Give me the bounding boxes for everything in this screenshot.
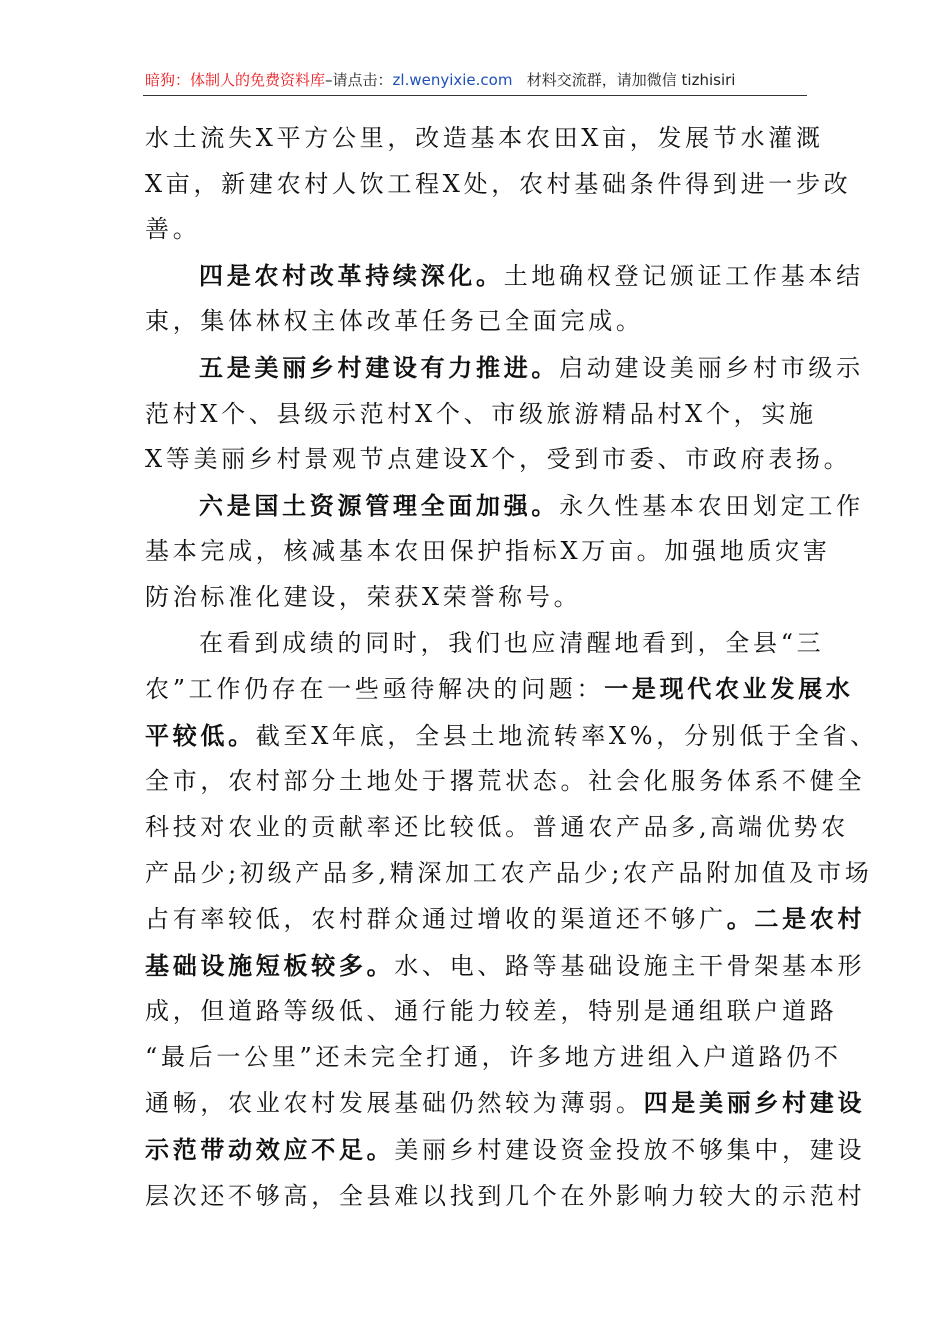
text-line xyxy=(145,1127,866,1174)
bold-heading: 五是美丽乡村建设有力推进。 xyxy=(199,352,560,382)
bold-heading: 四是美丽乡村建设 xyxy=(643,1088,866,1118)
text-line xyxy=(145,713,878,760)
paragraph-3 xyxy=(145,345,864,483)
bold-heading: 基础设施短板较多。 xyxy=(145,950,395,980)
text-line xyxy=(145,666,854,713)
text-line: 科技对农业的贡献率还比较低。普通农产品多,高端优势农 xyxy=(145,812,849,841)
text-line xyxy=(145,1080,866,1127)
text-run: 美丽乡村建设资金投放不够集中，建设 xyxy=(394,1136,866,1165)
text-line: 产品少;初级产品多,精深加工农产品少;农产品附加值及市场 xyxy=(145,858,873,887)
paragraph-1 xyxy=(145,116,852,253)
text-run: 通畅，农业农村发展基础仍然较为薄弱。 xyxy=(145,1089,644,1118)
text-line: 在看到成绩的同时，我们也应清醒地看到，全县“三 xyxy=(199,628,825,657)
header-url-link[interactable]: zl.wenyixie.com xyxy=(392,71,513,89)
text-run: 启动建设美丽乡村市级示 xyxy=(559,353,864,382)
bold-heading: 。二是农村 xyxy=(726,904,866,934)
text-line: 基本完成，核减基本农田保护指标X万亩。加强地质灾害 xyxy=(145,537,831,566)
text-line: 全市，农村部分土地处于撂荒状态。社会化服务体系不健全 xyxy=(145,767,866,796)
text-run: 农”工作仍存在一些亟待解决的问题： xyxy=(145,675,605,704)
paragraph-4 xyxy=(145,483,864,621)
text-line xyxy=(145,896,866,943)
text-line: X亩，新建农村人饮工程X处，农村基础条件得到进一步改 xyxy=(145,169,852,198)
bold-heading: 一是现代农业发展水 xyxy=(604,674,854,704)
text-line: 束，集体林权主体改革任务已全面完成。 xyxy=(145,307,644,336)
bold-heading: 平较低。 xyxy=(145,720,256,750)
text-line: 层次还不够高，全县难以找到几个在外影响力较大的示范村 xyxy=(145,1181,866,1210)
text-line xyxy=(145,253,864,300)
header-divider xyxy=(143,95,807,96)
text-line: “最后一公里”还未完全打通，许多地方进组入户道路仍不 xyxy=(145,1042,842,1071)
text-line xyxy=(145,345,864,392)
text-run: 占有率较低，农村群众通过增收的渠道还不够广 xyxy=(145,905,727,934)
text-line: 范村X个、县级示范村X个、市级旅游精品村X个，实施 xyxy=(145,399,817,428)
document-body xyxy=(145,116,878,1219)
header-wechat-note: 材料交流群，请加微信 tizhisiri xyxy=(526,71,736,89)
bold-heading: 四是农村改革持续深化。 xyxy=(199,260,504,290)
text-line: X等美丽乡村景观节点建设X个，受到市委、市政府表扬。 xyxy=(145,445,852,474)
text-line: 防治标准化建设，荣获X荣誉称号。 xyxy=(145,582,582,611)
paragraph-2 xyxy=(145,253,864,345)
text-line: 成，但道路等级低、通行能力较差，特别是通组联户道路 xyxy=(145,997,838,1026)
text-run: 永久性基本农田划定工作 xyxy=(559,491,864,520)
text-line xyxy=(145,483,864,530)
header-click-prompt: –请点击： xyxy=(325,71,393,89)
text-run: 水、电、路等基础设施主干骨架基本形 xyxy=(394,951,866,980)
bold-heading: 六是国土资源管理全面加强。 xyxy=(199,490,560,520)
paragraph-5 xyxy=(145,621,878,1220)
text-line: 水土流失X平方公里，改造基本农田X亩，发展节水灌溉 xyxy=(145,124,824,152)
text-line xyxy=(145,943,866,990)
text-run: 截至X年底，全县土地流转率X%，分别低于全省、 xyxy=(255,721,878,750)
bold-heading: 示范带动效应不足。 xyxy=(145,1135,395,1165)
text-run: 土地确权登记颁证工作基本结 xyxy=(503,261,864,290)
header-site-name: 暗狗：体制人的免费资料库 xyxy=(145,71,326,89)
page-header xyxy=(145,68,805,92)
text-line: 善。 xyxy=(145,215,201,244)
